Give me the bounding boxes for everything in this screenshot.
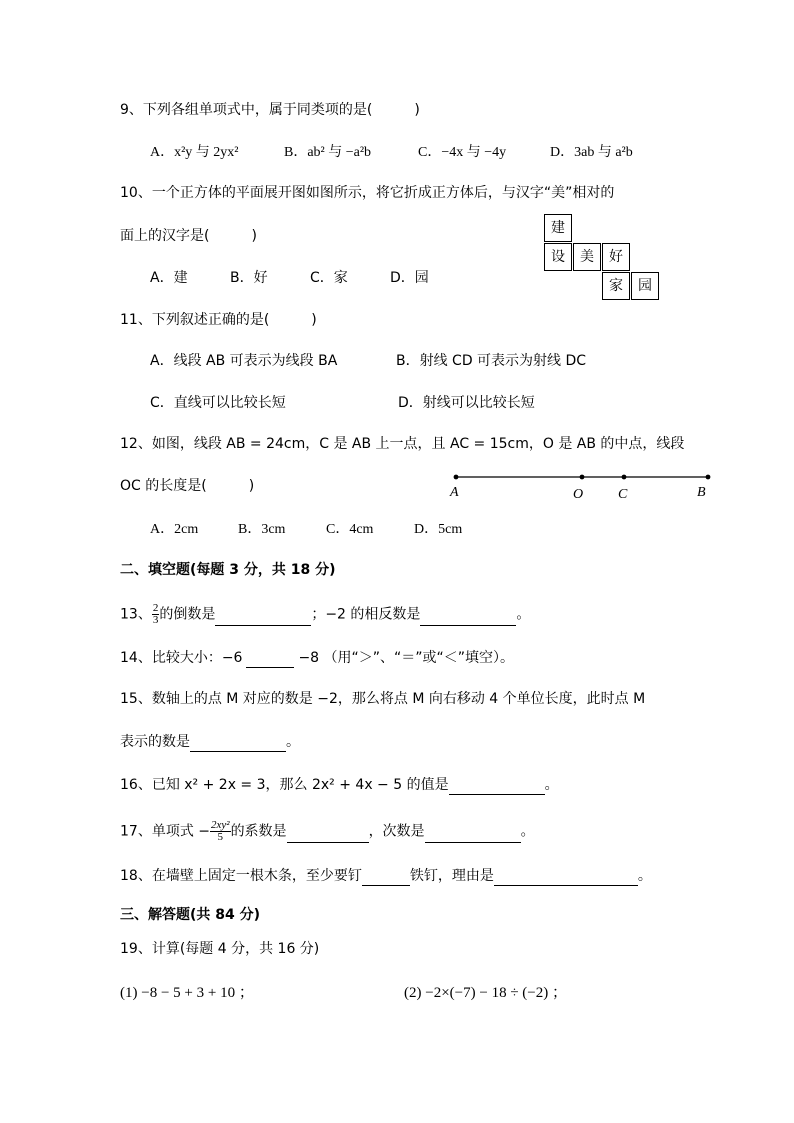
q15-text: 表示的数是 (120, 734, 190, 750)
net-cell-yuan: 园 (631, 272, 659, 300)
q19-stem: 19、计算(每题 4 分，共 16 分) (120, 941, 320, 957)
q18-text-1: 18、在墙壁上固定一根木条，至少要钉 (120, 868, 362, 884)
q14-prefix: 14、比较大小：−6 (120, 650, 243, 666)
net-cell-hao: 好 (602, 243, 630, 271)
point-c-label: C (618, 487, 628, 502)
q13-frac-num: 2 (152, 602, 159, 614)
q10-option-d: D．园 (390, 270, 429, 286)
net-cell-she: 设 (544, 243, 572, 271)
q17-text-1: 的系数是 (230, 823, 287, 840)
q17-end: 。 (520, 823, 535, 840)
q11-option-d: D．射线可以比较长短 (398, 395, 535, 411)
q12-option-b: B．3cm (238, 522, 286, 537)
q13-blank-1[interactable] (215, 609, 311, 626)
q10-option-c: C．家 (310, 270, 348, 286)
q15-end: 。 (286, 734, 300, 750)
q14 (120, 648, 514, 668)
q10-stem-line2: 面上的汉字是( ) (120, 228, 257, 244)
q9-option-b: B．ab² 与 −a²b (284, 145, 372, 160)
q15-line2 (120, 732, 300, 752)
q12-option-d: D．5cm (414, 522, 463, 537)
point-a-label: A (450, 485, 459, 500)
q14-suffix: −8 （用“＞”、“＝”或“＜”填空）。 (298, 650, 515, 666)
q15-blank[interactable] (190, 735, 286, 752)
q13-prefix: 13、 (120, 606, 152, 623)
q13-text-2: ；−2 的相反数是 (311, 606, 421, 623)
q18-blank-1[interactable] (362, 869, 410, 886)
q17-frac-num: 2xy² (211, 819, 230, 831)
q13 (120, 603, 530, 626)
q10-option-b: B．好 (230, 270, 268, 286)
q19-part-2: (2) −2×(−7) − 18 ÷ (−2) ； (404, 985, 568, 1001)
q16-blank[interactable] (449, 778, 545, 795)
q18-blank-2[interactable] (494, 869, 638, 886)
q17-text-2: ，次数是 (368, 823, 425, 840)
q14-blank[interactable] (246, 651, 294, 668)
q13-text-1: 的倒数是 (159, 606, 216, 623)
q18-text-2: 铁钉，理由是 (409, 868, 494, 884)
q11-option-a: A．线段 AB 可表示为线段 BA (150, 353, 338, 369)
q12-option-c: C．4cm (326, 522, 374, 537)
net-cell-mei: 美 (573, 243, 601, 271)
section-3-heading: 三、解答题(共 84 分) (120, 907, 261, 923)
segment-figure (440, 466, 730, 506)
point-b-dot (706, 475, 711, 480)
q19-part-1: (1) −8 − 5 + 3 + 10 ； (120, 985, 254, 1001)
q17-prefix: 17、单项式 − (120, 823, 210, 840)
q13-blank-2[interactable] (420, 609, 516, 626)
q16 (120, 775, 559, 795)
q10-option-a: A．建 (150, 270, 188, 286)
q17-frac-den: 5 (217, 831, 224, 843)
point-a-dot (454, 475, 459, 480)
section-2-heading: 二、填空题(每题 3 分，共 18 分) (120, 562, 336, 578)
q16-end: 。 (544, 777, 559, 793)
q9-option-c: C．−4x 与 −4y (418, 145, 507, 160)
q18 (120, 866, 652, 886)
q9-stem: 9、下列各组单项式中，属于同类项的是( ) (120, 102, 420, 118)
q12-option-a: A．2cm (150, 522, 199, 537)
q11-option-c: C．直线可以比较长短 (150, 395, 286, 411)
q9-option-d: D．3ab 与 a²b (550, 145, 633, 160)
q11-stem: 11、下列叙述正确的是( ) (120, 312, 317, 328)
point-o-label: O (573, 487, 584, 502)
point-o-dot (580, 475, 585, 480)
point-b-label: B (697, 485, 706, 500)
q9-option-a: A．x²y 与 2yx² (150, 145, 239, 160)
q17-blank-2[interactable] (425, 826, 521, 843)
net-cell-jia: 家 (602, 272, 630, 300)
q18-end: 。 (637, 868, 652, 884)
q15-line1: 15、数轴上的点 M 对应的数是 −2，那么将点 M 向右移动 4 个单位长度，此时点 M (120, 691, 646, 707)
q10-stem-line1: 10、一个正方体的平面展开图如图所示，将它折成正方体后，与汉字“美”相对的 (120, 185, 615, 201)
q12-stem-line1: 12、如图，线段 AB = 24cm，C 是 AB 上一点，且 AC = 15cm，O 是 AB 的中点，线段 (120, 436, 685, 452)
q11-option-b: B．射线 CD 可表示为射线 DC (396, 353, 587, 369)
q17-blank-1[interactable] (287, 826, 369, 843)
q17-fraction (210, 820, 231, 843)
q12-stem-line2: OC 的长度是( ) (120, 478, 255, 494)
net-cell-jian: 建 (544, 214, 572, 242)
q17 (120, 820, 535, 843)
q13-frac-den: 3 (152, 614, 159, 626)
q13-end: 。 (516, 606, 531, 623)
q16-text: 16、已知 x² + 2x = 3，那么 2x² + 4x − 5 的值是 (120, 777, 449, 793)
point-c-dot (622, 475, 627, 480)
